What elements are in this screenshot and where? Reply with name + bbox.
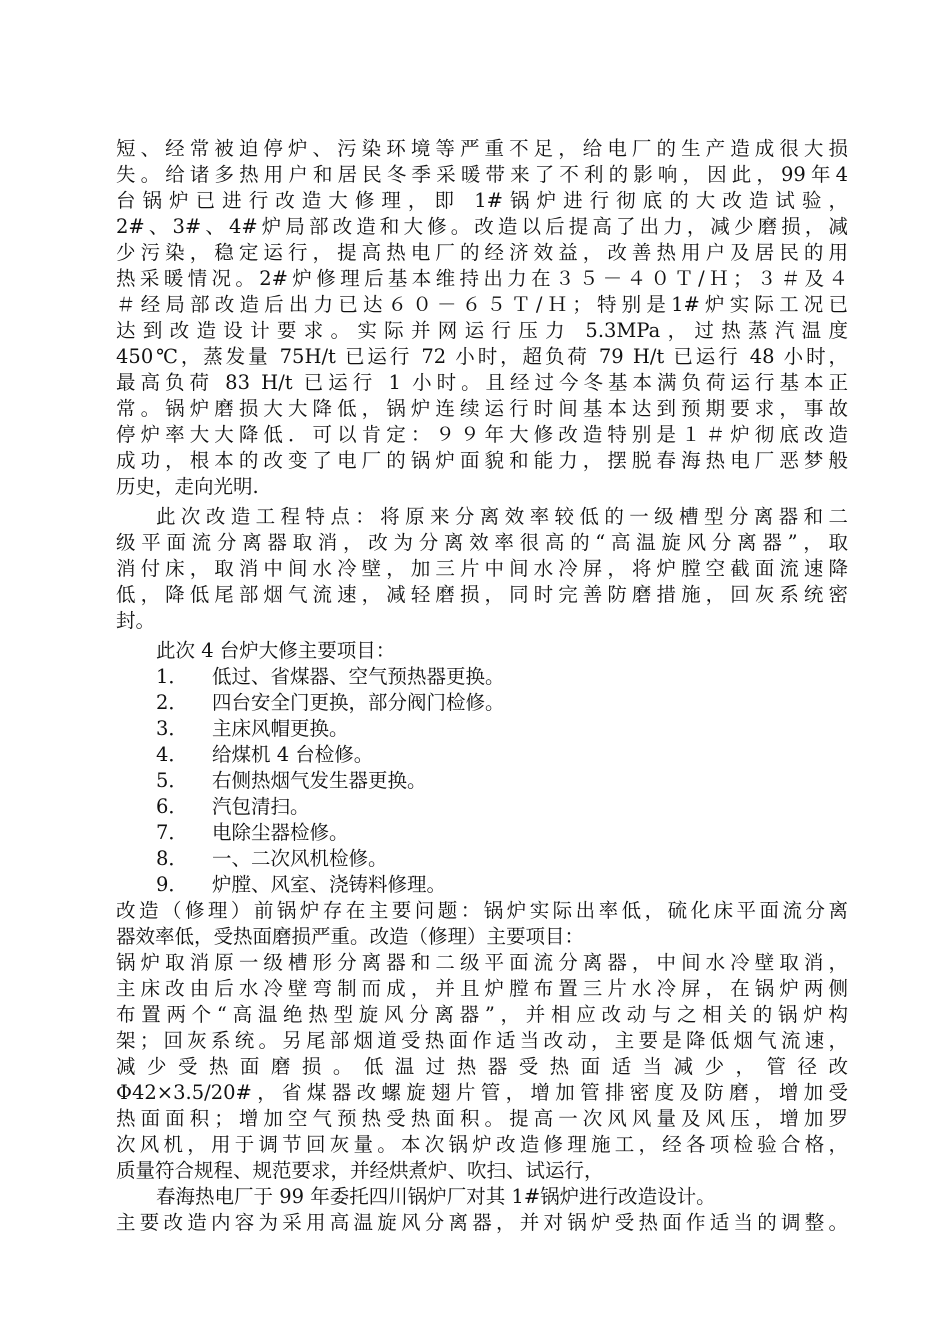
list-item-text: 右侧热烟气发生器更换。 [212,769,427,792]
document-page [116,136,848,1236]
list-item-number: 1． [156,665,188,688]
text-line: 历史，走向光明. [116,475,259,498]
list-item-text: 汽包清扫。 [212,795,310,818]
list-item-text: 低过、省煤器、空气预热器更换。 [212,665,505,688]
list-item [116,794,848,820]
repair-items-list [116,664,848,898]
text-line: 减少受热面磨损。低温过热器受热面适当减少，管径改 [116,1055,848,1078]
text-line: 失。给诸多热用户和居民冬季采暖带来了不利的影响，因此，99年4 [116,163,848,186]
text-line: 器效率低，受热面磨损严重。改造（修理）主要项目： [116,925,585,948]
text-line: 最高负荷 83 H/t 已运行 1 小时。且经过今冬基本满负荷运行基本正 [116,371,848,394]
paragraph-details [116,950,848,1184]
list-item-number: 8． [156,847,188,870]
text-line: 达到改造设计要求。实际并网运行压力 5.3MPa，过热蒸汽温度 [116,319,848,342]
list-item-text: 给煤机 4 台检修。 [212,743,374,766]
text-line: 短、经常被迫停炉、污染环境等严重不足，给电厂的生产造成很大损 [116,137,848,160]
list-item-number: 2． [156,691,188,714]
list-item-text: 电除尘器检修。 [212,821,349,844]
text-line: 少污染，稳定运行，提高热电厂的经济效益，改善热用户及居民的用 [116,241,848,264]
text-line: 成功，根本的改变了电厂的锅炉面貌和能力，摆脱春海热电厂恶梦般 [116,449,848,472]
text-line: 热面面积；增加空气预热受热面积。提高一次风风量及风压，增加罗 [116,1107,848,1130]
list-item-number: 6． [156,795,188,818]
list-item-number: 9． [156,873,188,896]
list-item [116,768,848,794]
list-item [116,820,848,846]
text-line: 架；回灰系统。另尾部烟道受热面作适当改动，主要是降低烟气流速， [116,1029,848,1052]
list-item [116,664,848,690]
list-item-number: 5． [156,769,188,792]
paragraph-intro [116,136,848,500]
text-line: 常。锅炉磨损大大降低，锅炉连续运行时间基本达到预期要求，事故 [116,397,848,420]
list-title: 此次 4 台炉大修主要项目： [156,639,396,662]
text-line: 主要改造内容为采用高温旋风分离器，并对锅炉受热面作适当的调整。 [116,1211,848,1234]
list-item-text: 炉膛、风室、浇铸料修理。 [212,873,447,896]
text-line: 消付床，取消中间水冷壁，加三片中间水冷屏，将炉膛空截面流速降 [116,557,848,580]
text-line: 锅炉取消原一级槽形分离器和二级平面流分离器，中间水冷壁取消， [116,951,848,974]
text-line: 主床改由后水冷壁弯制而成，并且炉膛布置三片水冷屏，在锅炉两侧 [116,977,848,1000]
list-item-text: 主床风帽更换。 [212,717,349,740]
text-line: 450℃，蒸发量 75H/t 已运行 72 小时，超负荷 79 H/t 已运行 48 小时， [116,345,848,368]
list-item-text: 一、二次风机检修。 [212,847,388,870]
text-line: ＃经局部改造后出力已达６０－６５Ｔ/Ｈ；特别是1#炉实际工况已 [116,293,848,316]
text-line: 此次改造工程特点：将原来分离效率较低的一级槽型分离器和二 [156,505,848,528]
text-line: 停炉率大大降低．可以肯定：９９年大修改造特别是１＃炉彻底改造 [116,423,848,446]
list-item [116,846,848,872]
text-line: Φ42×3.5/20#，省煤器改螺旋翅片管，增加管排密度及防磨，增加受 [116,1081,848,1104]
text-line: 热采暖情况。2#炉修理后基本维持出力在３５－４０Ｔ/Ｈ；３＃及４ [116,267,848,290]
text-line: 次风机，用于调节回灰量。本次锅炉改造修理施工，经各项检验合格， [116,1133,848,1156]
text-line: 级平面流分离器取消，改为分离效率很高的“高温旋风分离器”，取 [116,531,848,554]
text-line: 封。 [116,609,156,632]
text-line: 改造（修理）前锅炉存在主要问题：锅炉实际出率低，硫化床平面流分离 [116,899,848,922]
text-line: 台锅炉已进行改造大修理，即 1#锅炉进行彻底的大改造试验， [116,189,848,212]
text-line: 2#、3#、4#炉局部改造和大修。改造以后提高了出力，减少磨损，减 [116,215,848,238]
list-item-number: 7． [156,821,188,844]
list-item-number: 4． [156,743,188,766]
list-item [116,690,848,716]
text-line: 春海热电厂于 99 年委托四川锅炉厂对其 1#锅炉进行改造设计。 [156,1185,716,1208]
paragraph-conclusion [116,1184,848,1236]
list-item [116,742,848,768]
text-line: 质量符合规程、规范要求，并经烘煮炉、吹扫、试运行， [116,1159,604,1182]
paragraph-problems [116,898,848,950]
list-item [116,872,848,898]
paragraph-features [116,504,848,634]
list-item-text: 四台安全门更换，部分阀门检修。 [212,691,505,714]
list-item [116,716,848,742]
text-line: 低，降低尾部烟气流速，减轻磨损，同时完善防磨措施，回灰系统密 [116,583,848,606]
text-line: 布置两个“高温绝热型旋风分离器”，并相应改动与之相关的锅炉构 [116,1003,848,1026]
list-item-number: 3． [156,717,188,740]
